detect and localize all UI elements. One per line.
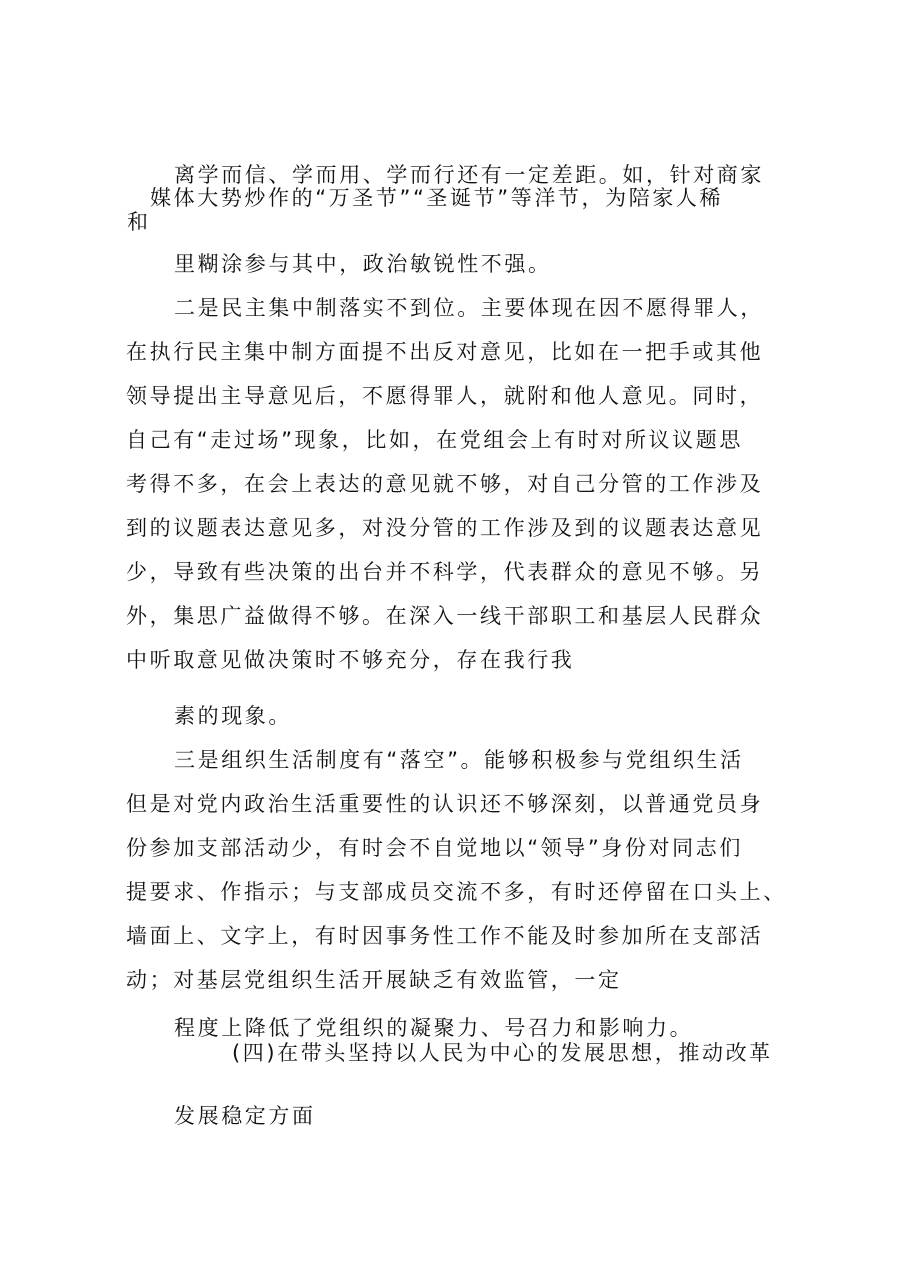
- text-line: 提要求、作指示；与支部成员交流不多，有时还停留在口头上、: [126, 880, 787, 904]
- text-line: 素的现象。: [174, 704, 292, 728]
- text-line: 程度上降低了党组织的凝聚力、号召力和影响力。: [174, 1016, 694, 1040]
- text-line: 到的议题表达意见多，对没分管的工作涉及到的议题表达意见: [126, 516, 764, 540]
- text-line: 离学而信、学而用、学而行还有一定差距。如，针对商家: [174, 163, 764, 187]
- text-line: 三是组织生活制度有“落空”。能够积极参与党组织生活: [174, 748, 744, 772]
- text-line: 份参加支部活动少，有时会不自觉地以“领导”身份对同志们: [126, 836, 743, 860]
- text-line: (四)在带头坚持以人民为中心的发展思想，推动改革: [232, 1041, 773, 1065]
- text-line: 中听取意见做决策时不够充分，存在我行我: [126, 648, 575, 672]
- text-line: 自己有“走过场”现象，比如，在党组会上有时对所议议题思: [126, 428, 743, 452]
- text-line: 媒体大势炒作的“万圣节”“圣诞节”等洋节，为陪家人稀: [150, 186, 724, 210]
- text-line: 在执行民主集中制方面提不出反对意见，比如在一把手或其他: [126, 340, 764, 364]
- text-line: 里糊涂参与其中，政治敏锐性不强。: [174, 252, 552, 276]
- text-line: 外，集思广益做得不够。在深入一线干部职工和基层人民群众: [126, 604, 764, 628]
- text-line: 考得不多，在会上表达的意见就不够，对自己分管的工作涉及: [126, 472, 764, 496]
- text-line: 少，导致有些决策的出台并不科学，代表群众的意见不够。另: [126, 560, 764, 584]
- text-line: 动；对基层党组织生活开展缺乏有效监管，一定: [126, 968, 622, 992]
- text-line: 领导提出主导意见后，不愿得罪人，就附和他人意见。同时，: [126, 384, 764, 408]
- text-line: 和: [127, 210, 151, 234]
- text-line: 但是对党内政治生活重要性的认识还不够深刻，以普通党员身: [126, 792, 764, 816]
- text-line: 发展稳定方面: [174, 1104, 316, 1128]
- text-line: 二是民主集中制落实不到位。主要体现在因不愿得罪人，: [174, 296, 764, 320]
- text-line: 墙面上、文字上，有时因事务性工作不能及时参加所在支部活: [126, 924, 764, 948]
